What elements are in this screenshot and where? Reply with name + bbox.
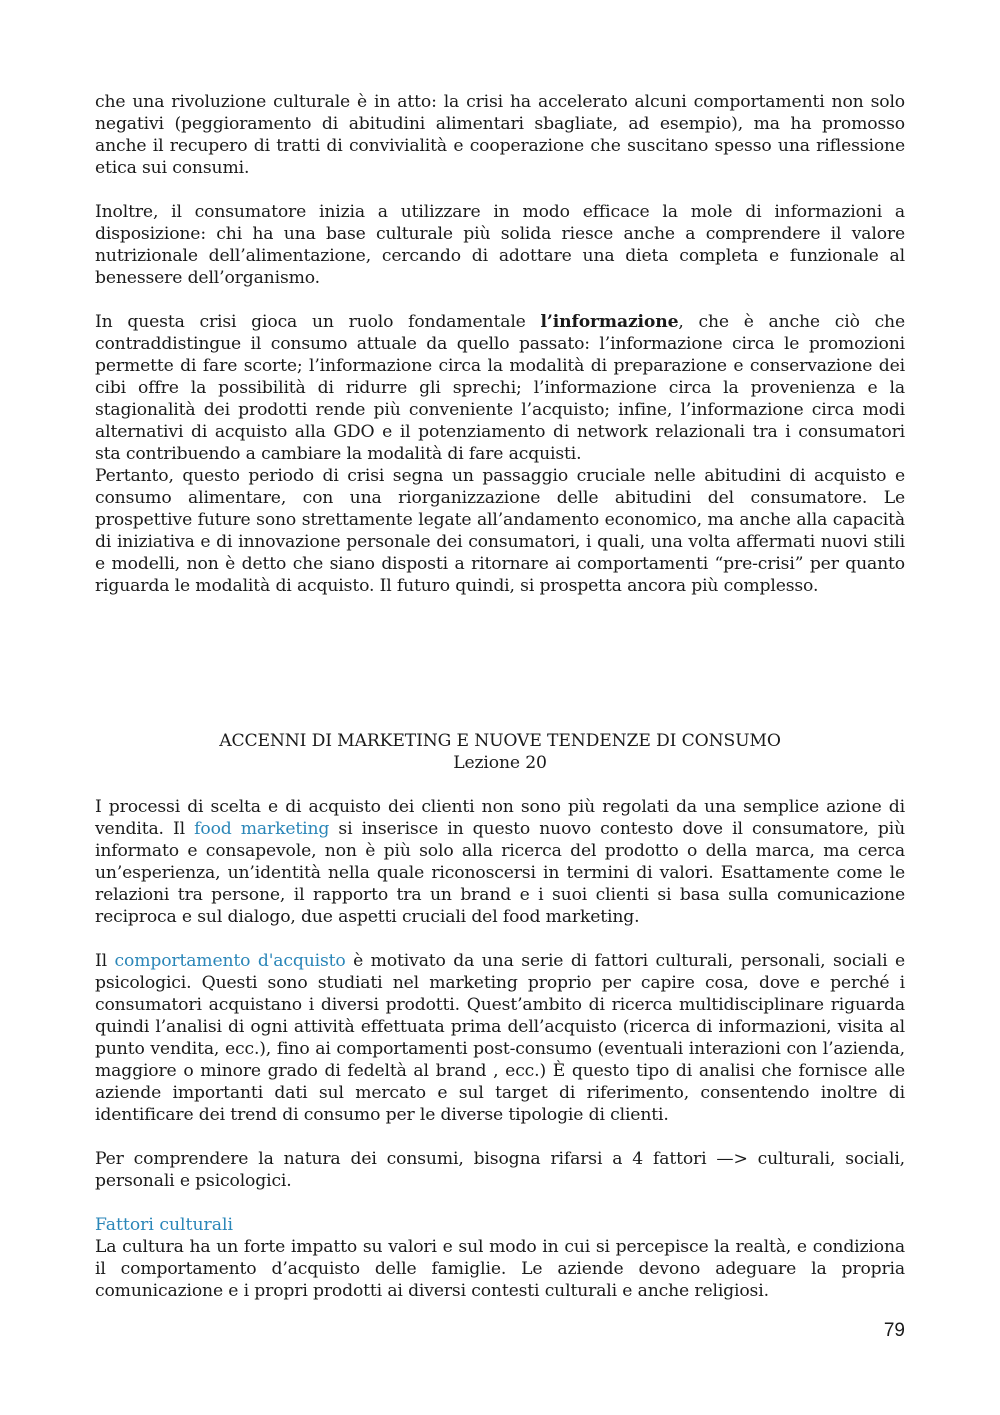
paragraph-purchase-behavior [95, 950, 905, 1126]
food-marketing-intro: I processi di scelta e di acquisto dei clienti non sono più regolati da una semplice azione di vendita. Il [95, 797, 905, 839]
purchase-behavior-body: è motivato da una serie di fattori culturali, personali, sociali e psicologici. Questi sono studiati nel marketing proprio per capire cosa, dove e perché i consumatori acquistano i diversi prodotti. Quest’ambito di ricerca multidisciplinare riguarda quindi l’analisi di ogni attività effettuata prima dell’acquisto (ricerca di informazioni, visita al punto vendita, ecc.), fino ai comportamenti post-consumo (eventuali interazioni con l’azienda, maggiore o minore grado di fedeltà al brand , ecc.) È questo tipo di analisi che fornisce alle aziende importanti dati sul mercato e sul target di riferimento, consentendo inoltre di identificare dei trend di consumo per le diverse tipologie di clienti. [95, 951, 905, 1125]
paragraph-consumer-information: Inoltre, il consumatore inizia a utilizzare in modo efficace la mole di informazioni a disposizione: chi ha una base culturale più solida riesce anche a comprendere il valore nutrizionale dell’alimentazione, cercando di adottare una dieta completa e funzionale al benessere dell’organismo. [95, 202, 905, 288]
lesson-title: ACCENNI DI MARKETING E NUOVE TENDENZE DI CONSUMO [219, 731, 781, 751]
paragraph-cultural-factors: La cultura ha un forte impatto su valori e sul modo in cui si percepisce la realtà, e condiziona il comportamento d’acquisto delle famiglie. Le aziende devono adeguare la propria comunicazione e i propri prodotti ai diversi contesti culturali e anche religiosi. [95, 1237, 905, 1301]
information-role-body: , che è anche ciò che contraddistingue il consumo attuale da quello passato: l’informazione circa le promozioni permette di fare scorte; l’informazione circa la modalità di preparazione e conservazione dei cibi offre la possibilità di ridurre gli sprechi; l’informazione circa la provenienza e la stagionalità dei prodotti rende più conveniente l’acquisto; infine, l’informazione circa modi alternativi di acquisto alla GDO e il potenziamento di network relazionali tra i consumatori sta contribuendo a cambiare la modalità di fare acquisti. [95, 312, 905, 464]
page-number: 79 [883, 1320, 905, 1341]
food-marketing-link[interactable]: food marketing [194, 819, 330, 839]
information-keyword: l’informazione [540, 312, 679, 332]
paragraph-food-marketing [95, 796, 905, 928]
information-role-intro: In questa crisi gioca un ruolo fondamentale [95, 312, 541, 332]
paragraph-crisis-revolution: che una rivoluzione culturale è in atto: la crisi ha accelerato alcuni comportamenti non solo negativi (peggioramento di abitudini alimentari sbagliate, ad esempio), ma ha promosso anche il recupero di tratti di convivialità e cooperazione che suscitano spesso una riflessione etica sui consumi. [95, 92, 905, 178]
cultural-factors-heading: Fattori culturali [95, 1215, 233, 1235]
document-page [95, 91, 905, 1302]
food-marketing-body: si inserisce in questo nuovo contesto dove il consumatore, più informato e consapevole, non è più solo alla ricerca del prodotto o della marca, ma cerca un’esperienza, un’identità nella quale riconoscersi in termini di valori. Esattamente come le relazioni tra persone, il rapporto tra un brand e i suoi clienti si basa sulla comunicazione reciproca e sul dialogo, due aspetti cruciali del food marketing. [95, 819, 905, 927]
paragraph-crisis-conclusion: Pertanto, questo periodo di crisi segna un passaggio cruciale nelle abitudini di acquisto e consumo alimentare, con una riorganizzazione delle abitudini del consumatore. Le prospettive future sono strettamente legate all’andamento economico, ma anche alla capacità di iniziativa e di innovazione personale dei consumatori, i quali, una volta affermati nuovi stili e modelli, non è detto che siano disposti a ritornare ai comportamenti “pre-crisi” per quanto riguarda le modalità di acquisto. Il futuro quindi, si prospetta ancora più complesso. [95, 466, 905, 596]
paragraph-information-role [95, 311, 905, 465]
lesson-heading [95, 730, 905, 774]
purchase-behavior-link[interactable]: comportamento d'acquisto [114, 951, 346, 971]
lesson-number: Lezione 20 [453, 753, 547, 773]
purchase-behavior-intro: Il [95, 951, 115, 971]
paragraph-four-factors: Per comprendere la natura dei consumi, bisogna rifarsi a 4 fattori —> culturali, sociali, personali e psicologici. [95, 1149, 905, 1191]
